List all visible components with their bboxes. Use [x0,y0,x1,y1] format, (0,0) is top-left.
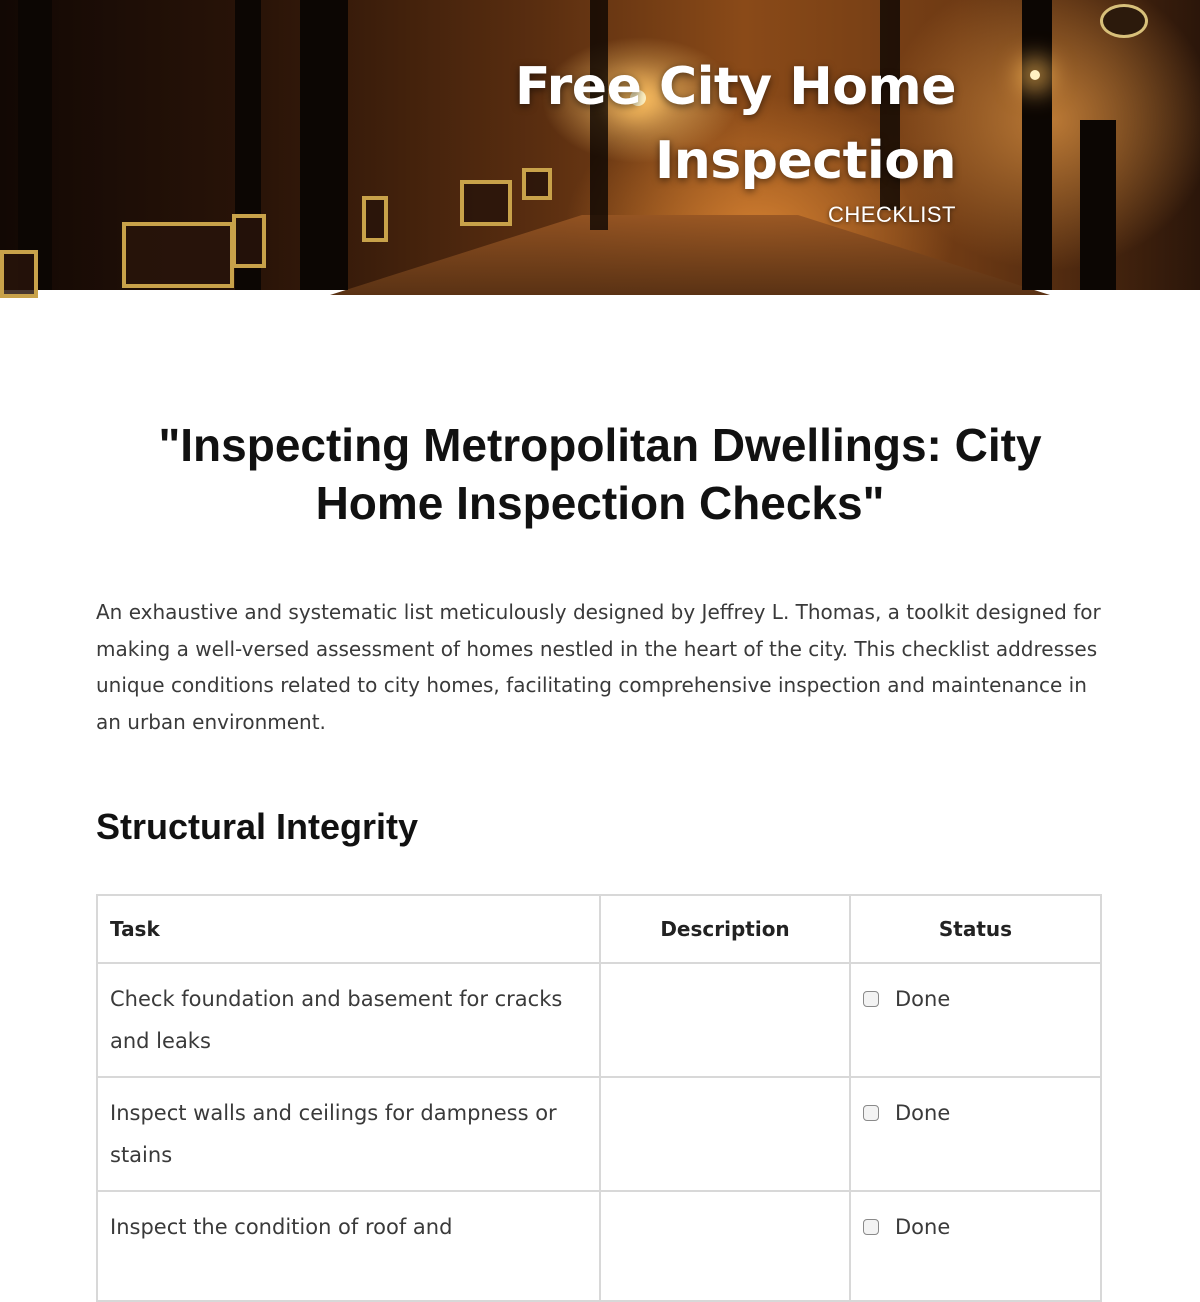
status-label: Done [895,1215,951,1239]
status-control[interactable] [863,978,1088,1020]
status-label: Done [895,1101,951,1125]
section-heading: Structural Integrity [96,806,419,847]
column-header-task: Task [97,895,600,963]
description-cell[interactable] [600,963,850,1077]
status-label: Done [895,987,951,1011]
banner-title [515,50,956,198]
banner-window-frame [362,196,388,242]
banner-title-block [515,50,956,228]
description-cell[interactable] [600,1191,850,1301]
banner-window-frame [460,180,512,226]
status-control[interactable] [863,1206,1088,1248]
document-body [96,290,1104,1302]
checklist-table [96,894,1102,1302]
banner-pillar [300,0,348,290]
status-cell [850,1077,1101,1191]
table-row [97,1077,1101,1191]
banner-tree [1022,0,1052,290]
task-cell: Inspect the condition of roof and [97,1191,600,1301]
column-header-description: Description [600,895,850,963]
intro-paragraph: An exhaustive and systematic list meticulously designed by Jeffrey L. Thomas, a toolkit designed for making a well-versed assessment of homes nestled in the heart of the city. This checklist addresses unique conditions related to city homes, facilitating comprehensive inspection and maintenance in an urban environment. [96,600,1101,734]
banner-title-line-2: Inspection [654,131,956,191]
done-checkbox[interactable] [863,1105,879,1121]
banner-window-frame [122,222,234,288]
banner-pillar [18,0,52,290]
document-title: "Inspecting Metropolitan Dwellings: City Home Inspection Checks" [158,419,1042,529]
status-control[interactable] [863,1092,1088,1134]
description-cell[interactable] [600,1077,850,1191]
banner-window-frame [232,214,266,268]
street-lamp-light [1030,70,1040,80]
table-row [97,1191,1101,1301]
table-header-row [97,895,1101,963]
header-banner [0,0,1200,290]
table-row [97,963,1101,1077]
banner-title-line-1: Free City Home [514,57,956,117]
task-cell: Inspect walls and ceilings for dampness or stains [97,1077,600,1191]
status-cell [850,1191,1101,1301]
status-cell [850,963,1101,1077]
done-checkbox[interactable] [863,991,879,1007]
banner-window-frame [0,250,38,298]
column-header-status: Status [850,895,1101,963]
shop-sign [1100,4,1148,38]
banner-tree [1080,120,1116,290]
done-checkbox[interactable] [863,1219,879,1235]
banner-subtitle: CHECKLIST [828,202,956,227]
task-cell: Check foundation and basement for cracks and leaks [97,963,600,1077]
